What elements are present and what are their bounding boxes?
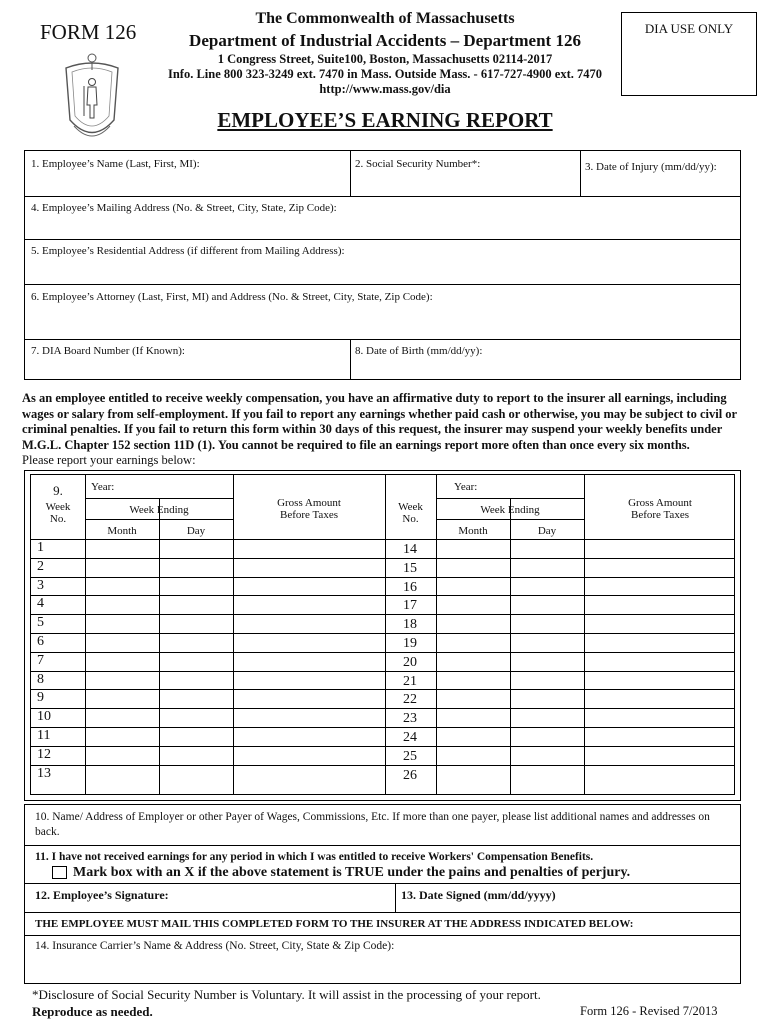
table-row[interactable] — [31, 633, 734, 652]
week-number-left: 12 — [37, 746, 51, 762]
week-no-header-left: Week No. — [45, 501, 71, 525]
week-number-right: 26 — [403, 767, 417, 783]
year-field-left[interactable]: Year: — [91, 481, 115, 493]
earnings-grid — [30, 474, 735, 795]
gross-amount-header-left: Gross Amount Before Taxes — [277, 497, 341, 521]
table-row[interactable] — [31, 708, 734, 727]
week-number-right: 18 — [403, 617, 417, 633]
date-signed-field[interactable]: 13. Date Signed (mm/dd/yyyy) — [401, 888, 556, 902]
week-number-right: 19 — [403, 636, 417, 651]
week-number-right: 15 — [403, 560, 417, 576]
week-number-left: 5 — [37, 615, 44, 631]
week-number-left: 4 — [37, 596, 44, 612]
dia-use-only-box — [621, 12, 757, 96]
week-number-left: 11 — [37, 728, 51, 743]
employer-name-address-field[interactable]: 10. Name/ Address of Employer or other Payer of Wages, Commissions, Etc. If more than one payer, please list additional names and addresses on back. — [35, 811, 710, 838]
week-number-left: 7 — [37, 652, 44, 668]
table-row[interactable] — [31, 765, 734, 784]
commonwealth-seal-icon — [52, 50, 132, 150]
form-revision: Form 126 - Revised 7/2013 — [580, 1004, 718, 1018]
week-ending-header-left: Week Ending — [129, 504, 189, 516]
week-number-right: 25 — [403, 748, 417, 764]
reproduce-note: Reproduce as needed. — [32, 1004, 153, 1019]
table-row[interactable] — [31, 539, 734, 558]
month-header-right: Month — [458, 525, 488, 537]
week-number-left: 2 — [37, 558, 44, 574]
gross-amount-header-right: Gross Amount Before Taxes — [628, 497, 692, 521]
table-row[interactable] — [31, 577, 734, 596]
mark-box-instruction: Mark box with an X if the above statement is TRUE under the pains and penalties of perjury. — [73, 865, 631, 880]
header-line-url[interactable]: http://www.mass.gov/dia — [319, 82, 451, 96]
employee-info-section — [24, 150, 741, 380]
table-row[interactable] — [31, 689, 734, 708]
insurance-carrier-field[interactable]: 14. Insurance Carrier’s Name & Address (No. Street, City, State & Zip Code): — [35, 940, 395, 952]
header-line-phone: Info. Line 800 323-3249 ext. 7470 in Mass. Outside Mass. - 617-727-4900 ext. 7470 — [167, 67, 602, 81]
week-number-left: 9 — [37, 690, 44, 706]
header-line-commonwealth: The Commonwealth of Massachusetts — [255, 10, 515, 27]
header-line-address: 1 Congress Street, Suite100, Boston, Massachusetts 02114-2017 — [217, 52, 553, 66]
week-number-right: 22 — [403, 692, 417, 708]
page-title: EMPLOYEE’S EARNING REPORT — [217, 108, 553, 132]
table-row[interactable] — [31, 652, 734, 671]
date-of-birth-field[interactable]: 8. Date of Birth (mm/dd/yy): — [355, 345, 483, 357]
table-row[interactable] — [31, 595, 734, 614]
earnings-table — [24, 470, 741, 801]
week-ending-header-right: Week Ending — [480, 504, 540, 516]
instructions-report-below: Please report your earnings below: — [22, 453, 196, 467]
week-number-right: 20 — [403, 654, 417, 670]
week-number-left: 1 — [37, 540, 44, 555]
week-number-left: 3 — [37, 577, 44, 593]
table-row[interactable] — [31, 614, 734, 633]
table-row[interactable] — [31, 558, 734, 577]
month-header-left: Month — [107, 525, 137, 537]
ssn-field[interactable]: 2. Social Security Number*: — [355, 158, 481, 170]
mail-instruction: THE EMPLOYEE MUST MAIL THIS COMPLETED FORM TO THE INSURER AT THE ADDRESS INDICATED BELOW: — [35, 918, 634, 930]
week-number-right: 14 — [403, 542, 417, 557]
table-row[interactable] — [31, 671, 734, 690]
ssn-disclosure: *Disclosure of Social Security Number is Voluntary. It will assist in the processing of your report. — [32, 987, 541, 1002]
week-number-right: 23 — [403, 711, 417, 727]
week-number-right: 17 — [403, 598, 417, 614]
residential-address-field[interactable]: 5. Employee’s Residential Address (if different from Mailing Address): — [31, 245, 345, 257]
item-9-label: 9. — [53, 483, 63, 498]
no-earnings-checkbox[interactable] — [52, 866, 67, 879]
instructions-paragraph: As an employee entitled to receive weekly compensation, you have an affirmative duty to report to the insurer all earnings, including wages or salary from self-employment. If you fail to report any earnings whether paid cash or otherwise, you may be subject to civil or criminal penalties. If you fail to return this form within 30 days of this request, the insurer may suspend your weekly benefits under M.G.L. Chapter 152 section 11D (1). You cannot be required to file an earnings report more often than once every six months. — [22, 391, 737, 452]
week-number-left: 8 — [37, 671, 44, 687]
dia-board-number-field[interactable]: 7. DIA Board Number (If Known): — [31, 345, 185, 357]
employee-name-field[interactable]: 1. Employee’s Name (Last, First, MI): — [31, 158, 200, 170]
week-number-right: 16 — [403, 579, 417, 595]
attorney-field[interactable]: 6. Employee’s Attorney (Last, First, MI) and Address (No. & Street, City, State, Zip Code): — [31, 291, 433, 303]
week-no-header-right: Week No. — [398, 501, 423, 525]
week-number-left: 10 — [37, 709, 51, 725]
day-header-right: Day — [537, 525, 557, 537]
table-row[interactable] — [31, 727, 734, 746]
week-number-left: 13 — [37, 765, 51, 781]
form-number: FORM 126 — [40, 20, 137, 44]
no-earnings-statement: 11. I have not received earnings for any period in which I was entitled to receive Workers' Compensation Benefits. — [35, 851, 594, 863]
table-row[interactable] — [31, 746, 734, 765]
employer-signature-section — [24, 804, 741, 984]
mailing-address-field[interactable]: 4. Employee’s Mailing Address (No. & Street, City, State, Zip Code): — [31, 202, 337, 214]
day-header-left: Day — [186, 525, 206, 537]
header-line-department: Department of Industrial Accidents – Department 126 — [189, 31, 581, 50]
week-number-right: 21 — [403, 673, 417, 689]
week-number-right: 24 — [403, 730, 417, 745]
week-number-left: 6 — [37, 634, 44, 649]
year-field-right[interactable]: Year: — [454, 481, 478, 493]
date-of-injury-field[interactable]: 3. Date of Injury (mm/dd/yy): — [585, 161, 717, 173]
employee-signature-field[interactable]: 12. Employee’s Signature: — [35, 888, 169, 902]
dia-use-only-label: DIA USE ONLY — [644, 21, 734, 36]
